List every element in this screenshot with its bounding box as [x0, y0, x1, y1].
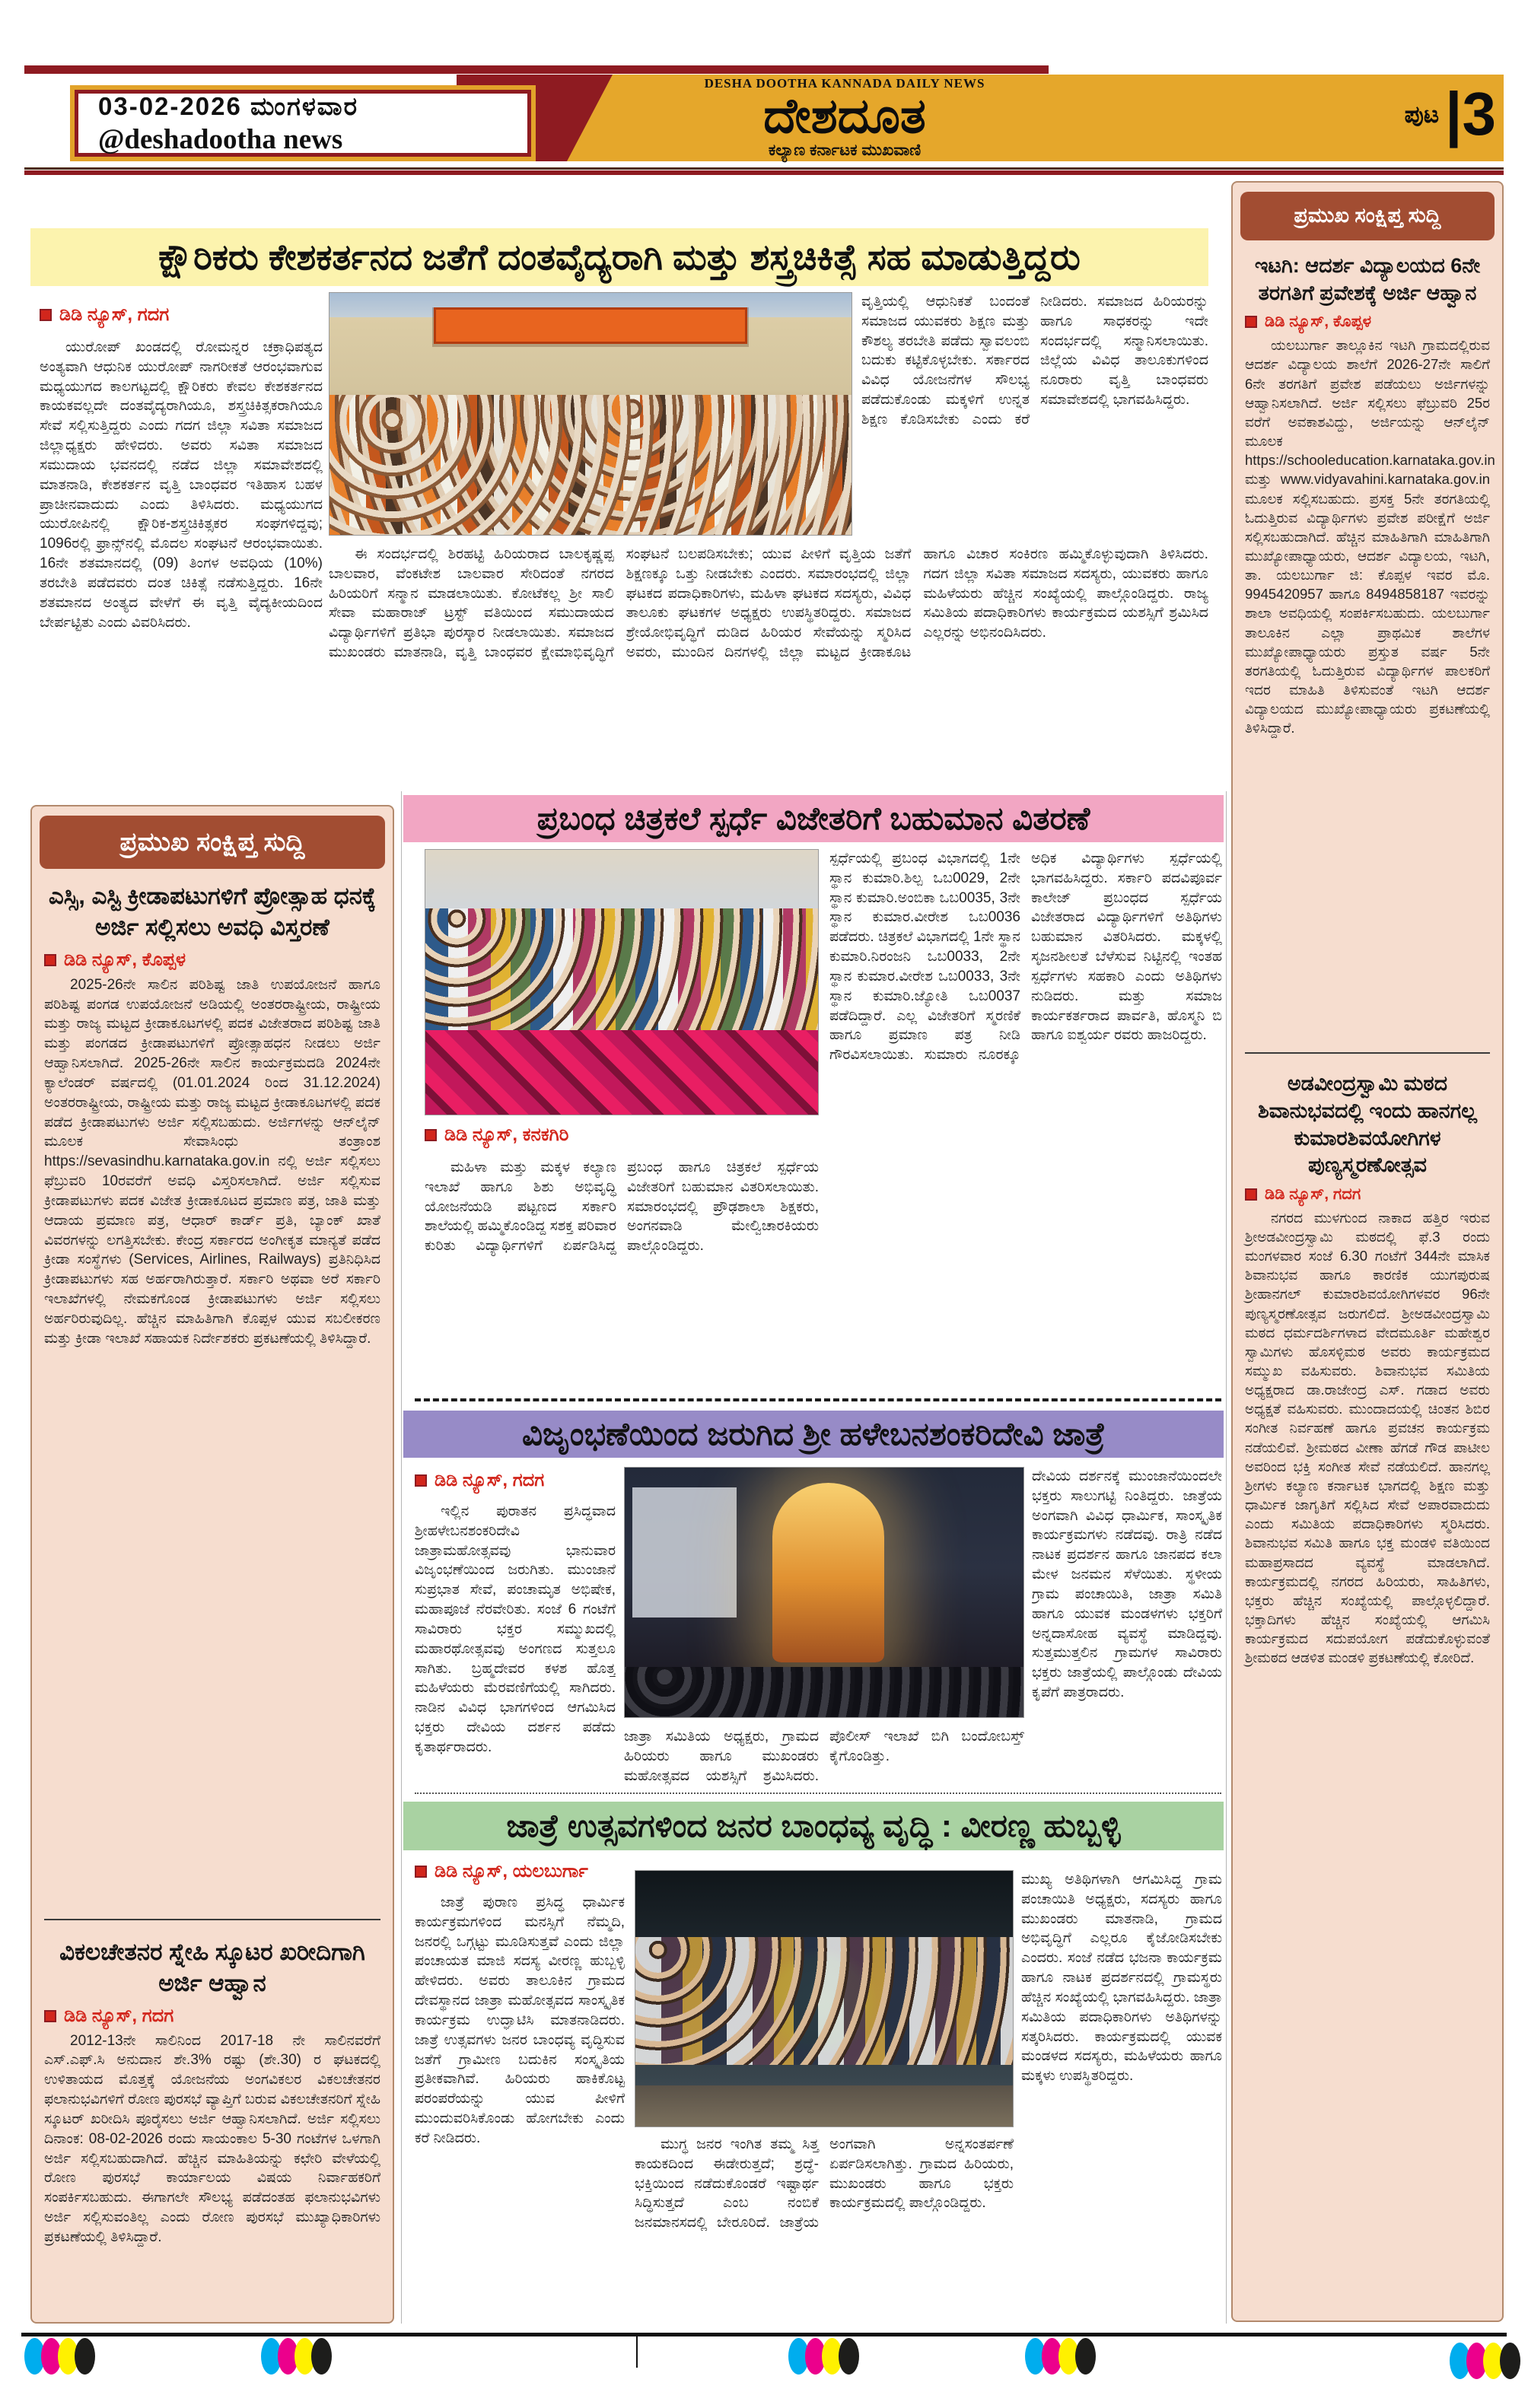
cmyk-dot-black	[1500, 2343, 1520, 2379]
right-story2-headline: ಅಡವೀಂದ್ರಸ್ವಾಮಿ ಮಠದ ಶಿವಾನುಭವದಲ್ಲಿ ಇಂದು ಹಾನಗಲ್ಲ ಕುಮಾರಶಿವಯೋಗಿಗಳ ಪುಣ್ಯಸ್ಮರಣೋತ್ಸವ	[1258, 1072, 1477, 1177]
footer-rule	[21, 2333, 1507, 2336]
left-box-divider	[44, 1919, 380, 1920]
right1-body-text: ಯಲಬುರ್ಗಾ ತಾಲ್ಲೂಕಿನ ಇಟಗಿ ಗ್ರಾಮದಲ್ಲಿರುವ ಆದರ್ಶ ವಿದ್ಯಾಲಯ ಶಾಲೆಗೆ 2026-27ನೇ ಸಾಲಿಗೆ 6ನೇ ತರಗತಿಗೆ ಪ್ರವೇಶ ಪಡೆಯಲು ಅರ್ಜಿಗಳನ್ನು ಆಹ್ವಾನಿಸಲಾಗಿದೆ. ಅರ್ಜಿ ಸಲ್ಲಿಸಲು ಫೆಬ್ರುವರಿ 25ರ ವರೆಗೆ ಅವಕಾಶವಿದ್ದು, ಅರ್ಜಿಯನ್ನು ಆನ್‌ಲೈನ್ ಮೂಲಕ https://schooleducation.karnataka.gov.in ಮತ್ತು www.vidyavahini.karnataka.gov.in ಮೂಲಕ ಸಲ್ಲಿಸಬಹುದು. ಪ್ರಸಕ್ತ 5ನೇ ತರಗತಿಯಲ್ಲಿ ಓದುತ್ತಿರುವ ವಿದ್ಯಾರ್ಥಿಗಳು ಪ್ರವೇಶ ಪರೀಕ್ಷೆಗೆ ಅರ್ಜಿ ಸಲ್ಲಿಸಬಹುದಾಗಿದೆ. ಹೆಚ್ಚಿನ ಮಾಹಿತಿಗಾಗಿ ಮಾಹಿತಿಗಾಗಿ ಮುಖ್ಯೋಪಾಧ್ಯಾಯರು, ಆದರ್ಶ ವಿದ್ಯಾಲಯ, ಇಟಗಿ, ತಾ. ಯಲಬುರ್ಗಾ ಜಿ: ಕೊಪ್ಪಳ ಇವರ ಮೊ. 9945420957 ಹಾಗೂ 8494858187 ಇವರನ್ನು ಶಾಲಾ ಅವಧಿಯಲ್ಲಿ ಸಂಪರ್ಕಿಸಬಹುದು. ಯಲಬುರ್ಗಾ ತಾಲೂಕಿನ ಎಲ್ಲಾ ಪ್ರಾಥಮಿಕ ಶಾಲೆಗಳ ಮುಖ್ಯೋಪಾಧ್ಯಾಯರು ಪ್ರಸ್ತುತ ವರ್ಷ 5ನೇ ತರಗತಿಯಲ್ಲಿ ಓದುತ್ತಿರುವ ವಿದ್ಯಾರ್ಥಿಗಳ ಪಾಲಕರಿಗೆ ಇದರ ಮಾಹಿತಿ ತಿಳಿಸುವಂತೆ ಇಟಗಿ ಆದರ್ಶ ವಿದ್ಯಾಲಯದ ಮುಖ್ಯೋಪಾಧ್ಯಾಯರು ಪ್ರಕಟಣೆಯಲ್ಲಿ ತಿಳಿಸಿದ್ದಾರೆ.	[1245, 337, 1495, 736]
cmyk-dot-black	[75, 2338, 95, 2375]
essay-byline	[425, 1124, 729, 1146]
column-divider	[1226, 791, 1227, 2324]
byline-marker-icon	[425, 1129, 437, 1141]
photo-crowd	[329, 395, 852, 535]
main-article-photo	[329, 292, 852, 536]
photo-crowd	[625, 1667, 1023, 1717]
left-brief-box	[30, 805, 394, 2324]
main-body2-text: ವೃತ್ತಿಯಲ್ಲಿ ಆಧುನಿಕತೆ ಬಂದಂತೆ ಸಮಾಜದ ಯುವಕರು ಶಿಕ್ಷಣ ಮತ್ತು ಕೌಶಲ್ಯ ತರಬೇತಿ ಪಡೆದು ಸ್ವಾವಲಂಬಿ ಬದುಕು ಕಟ್ಟಿಕೊಳ್ಳಬೇಕು. ಸರ್ಕಾರದ ವಿವಿಧ ಯೋಜನೆಗಳ ಸೌಲಭ್ಯ ಪಡೆದುಕೊಂಡು ಮಕ್ಕಳಿಗೆ ಉನ್ನತ ಶಿಕ್ಷಣ ಕೊಡಿಸಬೇಕು ಎಂದು ಕರೆ ನೀಡಿದರು. ಸಮಾಜದ ಹಿರಿಯರನ್ನು ಹಾಗೂ ಸಾಧಕರನ್ನು ಇದೇ ಸಂದರ್ಭದಲ್ಲಿ ಸನ್ಮಾನಿಸಲಾಯಿತು. ಜಿಲ್ಲೆಯ ವಿವಿಧ ತಾಲೂಕುಗಳಿಂದ ನೂರಾರು ವೃತ್ತಿ ಬಾಂಧವರು ಸಮಾವೇಶದಲ್ಲಿ ಭಾಗವಹಿಸಿದ್ದರು.	[861, 294, 1208, 428]
photo-banner	[434, 307, 747, 344]
essay-headline: ಪ್ರಬಂಧ ಚಿತ್ರಕಲೆ ಸ್ಪರ್ಧೆ ವಿಜೇತರಿಗೆ ಬಹುಮಾನ ವಿತರಣೆ	[536, 800, 1090, 836]
byline-text: ಡಿಡಿ ನ್ಯೂಸ್, ಗದಗ	[64, 2005, 174, 2026]
right2-body-text: ನಗರದ ಮುಳಗುಂದ ನಾಕಾದ ಹತ್ತಿರ ಇರುವ ಶ್ರೀಅಡವೀಂದ್ರಸ್ವಾಮಿ ಮಠದಲ್ಲಿ ಫೆ.3 ರಂದು ಮಂಗಳವಾರ ಸಂಜೆ 6.30 ಗಂಟೆಗೆ 344ನೇ ಮಾಸಿಕ ಶಿವಾನುಭವ ಹಾಗೂ ಕಾರಣಿಕ ಯುಗಪುರುಷ ಶ್ರೀಹಾನಗಲ್ ಕುಮಾರಶಿವಯೋಗಿಗಳವರ 96ನೇ ಪುಣ್ಯಸ್ಮರಣೋತ್ಸವ ಜರುಗಲಿದೆ. ಶ್ರೀಅಡವೀಂದ್ರಸ್ವಾಮಿ ಮಠದ ಧರ್ಮದರ್ಶಿಗಳಾದ ವೇದಮೂರ್ತಿ ಮಹೇಶ್ವರ ಸ್ವಾಮಿಗಳು ಹೊಸಳ್ಳಿಮಠ ಅವರು ಕಾರ್ಯಕ್ರಮದ ಸಮ್ಮುಖ ವಹಿಸುವರು. ಶಿವಾನುಭವ ಸಮಿತಿಯ ಅಧ್ಯಕ್ಷರಾದ ಡಾ.ರಾಜೇಂದ್ರ ಎಸ್. ಗಡಾದ ಅವರು ಅಧ್ಯಕ್ಷತೆ ವಹಿಸುವರು. ಮುಂದಾದಯಲ್ಲಿ ಚಿಂತನ ಶಿಬಿರ ಸಂಗೀತ ನಿರ್ವಹಣೆ ಹಾಗೂ ಪ್ರವಚನ ಕಾರ್ಯಕ್ರಮ ನಡೆಯಲಿವೆ. ಶ್ರೀಮಠದ ವೀಣಾ ಹೆಗಡೆ ಗೌಡ ಪಾಟೀಲ ಅವರಿಂದ ಭಕ್ತಿ ಸಂಗೀತ ಸೇವೆ ನಡೆಯಲಿದೆ. ಹಾನಗಲ್ಲ ಶ್ರೀಗಳು ಕಲ್ಯಾಣ ಕರ್ನಾಟಕ ಭಾಗದಲ್ಲಿ ಶಿಕ್ಷಣ ಮತ್ತು ಧಾರ್ಮಿಕ ಜಾಗೃತಿಗೆ ಸಲ್ಲಿಸಿದ ಸೇವೆ ಅಪಾರವಾದುದು ಎಂದು ಸಮಿತಿಯ ಪದಾಧಿಕಾರಿಗಳು ಸ್ಮರಿಸಿದರು. ಶಿವಾನುಭವ ಸಮಿತಿ ಹಾಗೂ ಭಕ್ತ ಮಂಡಳಿ ವತಿಯಿಂದ ಮಹಾಪ್ರಸಾದದ ವ್ಯವಸ್ಥೆ ಮಾಡಲಾಗಿದೆ. ಕಾರ್ಯಕ್ರಮದಲ್ಲಿ ನಗರದ ಹಿರಿಯರು, ಸಾಹಿತಿಗಳು, ಭಕ್ತರು ಹೆಚ್ಚಿನ ಸಂಖ್ಯೆಯಲ್ಲಿ ಪಾಲ್ಗೊಳ್ಳಲಿದ್ದಾರೆ. ಭಕ್ತಾದಿಗಳು ಹೆಚ್ಚಿನ ಸಂಖ್ಯೆಯಲ್ಲಿ ಆಗಮಿಸಿ ಕಾರ್ಯಕ್ರಮದ ಸದುಪಯೋಗ ಪಡೆದುಕೊಳ್ಳುವಂತೆ ಶ್ರೀಮಠದ ಆಡಳಿತ ಮಂಡಳಿ ಪ್ರಕಟಣೆಯಲ್ಲಿ ಕೋರಿದೆ.	[1245, 1209, 1490, 1666]
left2-body-text: 2012-13ನೇ ಸಾಲಿನಿಂದ 2017-18 ನೇ ಸಾಲಿನವರೆಗೆ ಎಸ್.ಎಫ್.ಸಿ ಅನುದಾನ ಶೇ.3% ರಷ್ಟು (ಶೇ.30) ರ ಘಟಕದಲ್ಲಿ ಉಳಿತಾಯದ ಮೊತ್ತಕ್ಕೆ ಯೋಜನೆಯ ಅಂಗವಿಕಲರ ವಿಕಲಚೇತನರ ಫಲಾನುಭವಿಗಳಿಗೆ ರೋಣ ಪುರಸಭೆ ವ್ಯಾಪ್ತಿಗೆ ಬರುವ ವಿಕಲಚೇತನರಿಗೆ ಸ್ನೇಹಿ ಸ್ಕೂಟರ್ ಖರೀದಿಸಿ ಪೂರೈಸಲು ಅರ್ಜಿ ಆಹ್ವಾನಿಸಲಾಗಿದೆ. ಅರ್ಜಿ ಸಲ್ಲಿಸಲು ದಿನಾಂಕ: 08-02-2026 ರಂದು ಸಾಯಂಕಾಲ 5-30 ಗಂಟೆಗಳ ಒಳಗಾಗಿ ಅರ್ಜಿ ಸಲ್ಲಿಸಬಹುದಾಗಿದೆ. ಹೆಚ್ಚಿನ ಮಾಹಿತಿಯನ್ನು ಕಛೇರಿ ವೇಳೆಯಲ್ಲಿ ರೋಣ ಪುರಸಭೆ ಕಾರ್ಯಾಲಯ ವಿಷಯ ನಿರ್ವಾಹಕರಿಗೆ ಸಂಪರ್ಕಿಸಬಹುದು. ಈಗಾಗಲೇ ಸೌಲಭ್ಯ ಪಡೆದಂತಹ ಫಲಾನುಭವಿಗಳು ಅರ್ಜಿ ಸಲ್ಲಿಸುವಂತಿಲ್ಲ ಎಂದು ರೋಣ ಪುರಸಭೆ ಮುಖ್ಯಾಧಿಕಾರಿಗಳು ಪ್ರಕಟಣೆಯಲ್ಲಿ ತಿಳಿಸಿದ್ದಾರೆ.	[44, 2032, 380, 2245]
right-story2-body	[1233, 1205, 1502, 2232]
essay-section-headline-band	[403, 795, 1224, 842]
main-body1-text: ಯುರೋಪ್ ಖಂಡದಲ್ಲಿ ರೋಮನ್ನರ ಚಕ್ರಾಧಿಪತ್ಯದ ಅಂತ್ಯವಾಗಿ ಆಧುನಿಕ ಯುರೋಪ್ ನಾಗರೀಕತೆ ಆರಂಭವಾಗುವ ಮಧ್ಯಯುಗದ ಕಾಲಗಟ್ಟದಲ್ಲಿ ಕ್ಷೌರಿಕರು ಕೇವಲ ಕೇಶಕರ್ತನದ ಕಾಯಕವಲ್ಲದೇ ದಂತವೈದ್ಯರಾಗಿಯೂ, ಶಸ್ತ್ರಚಿಕಿತ್ಸಕರಾಗಿಯೂ ಸೇವೆ ಸಲ್ಲಿಸುತ್ತಿದ್ದರು ಎಂದು ಗದಗ ಜಿಲ್ಲಾ ಸವಿತಾ ಸಮಾಜದ ಜಿಲ್ಲಾಧ್ಯಕ್ಷರು ಹೇಳಿದರು. ಅವರು ಸವಿತಾ ಸಮಾಜದ ಸಮುದಾಯ ಭವನದಲ್ಲಿ ನಡೆದ ಜಿಲ್ಲಾ ಸಮಾವೇಶದಲ್ಲಿ ಮಾತನಾಡಿ, ಕೇಶಕರ್ತನ ವೃತ್ತಿ ಬಾಂಧವರ ಇತಿಹಾಸ ಬಹಳ ಪ್ರಾಚೀನವಾದುದು ಎಂದು ತಿಳಿಸಿದರು. ಮಧ್ಯಯುಗದ ಯುರೋಪಿನಲ್ಲಿ ಕ್ಷೌರಿಕ-ಶಸ್ತ್ರಚಿಕಿತ್ಸಕರ ಸಂಘಗಳಿದ್ದವು; 1096ರಲ್ಲಿ ಫ್ರಾನ್ಸ್‌ನಲ್ಲಿ ಮೊದಲ ಸಂಘಟನೆ ಆರಂಭವಾಯಿತು. 16ನೇ ಶತಮಾನದಲ್ಲಿ (09) ತಿಂಗಳ ಅವಧಿಯ (10%) ತರಬೇತಿ ಪಡೆದವರು ದಂತ ಚಿಕಿತ್ಸೆ ನಡೆಸುತ್ತಿದ್ದರು. 16ನೇ ಶತಮಾನದ ಅಂತ್ಯದ ವೇಳೆಗೆ ಈ ವೃತ್ತಿ ವೈದ್ಯಕೀಯದಿಂದ ಬೇರ್ಪಟ್ಟಿತು ಎಂದು ವಿವರಿಸಿದರು.	[40, 339, 323, 631]
jatre-body2-text: ದೇವಿಯ ದರ್ಶನಕ್ಕೆ ಮುಂಜಾನೆಯಿಂದಲೇ ಭಕ್ತರು ಸಾಲುಗಟ್ಟಿ ನಿಂತಿದ್ದರು. ಜಾತ್ರೆಯ ಅಂಗವಾಗಿ ವಿವಿಧ ಧಾರ್ಮಿಕ, ಸಾಂಸ್ಕೃತಿಕ ಕಾರ್ಯಕ್ರಮಗಳು ನಡೆದವು. ರಾತ್ರಿ ನಡೆದ ನಾಟಕ ಪ್ರದರ್ಶನ ಹಾಗೂ ಜಾನಪದ ಕಲಾ ಮೇಳ ಜನಮನ ಸೆಳೆಯಿತು. ಸ್ಥಳೀಯ ಗ್ರಾಮ ಪಂಚಾಯಿತಿ, ಜಾತ್ರಾ ಸಮಿತಿ ಹಾಗೂ ಯುವಕ ಮಂಡಳಗಳು ಭಕ್ತರಿಗೆ ಅನ್ನದಾಸೋಹ ವ್ಯವಸ್ಥೆ ಮಾಡಿದ್ದವು. ಸುತ್ತಮುತ್ತಲಿನ ಗ್ರಾಮಗಳ ಸಾವಿರಾರು ಭಕ್ತರು ಜಾತ್ರೆಯಲ್ಲಿ ಪಾಲ್ಗೊಂಡು ದೇವಿಯ ಕೃಪೆಗೆ ಪಾತ್ರರಾದರು.	[1032, 1468, 1222, 1701]
right-story1-body	[1233, 332, 1502, 1040]
jatre-headline: ವಿಜೃಂಭಣೆಯಿಂದ ಜರುಗಿದ ಶ್ರೀ ಹಳೇಬನಶಂಕರಿದೇವಿ ಜಾತ್ರೆ	[521, 1415, 1106, 1452]
brief-header-label: ಪ್ರಮುಖ ಸಂಕ್ಷಿಪ್ತ ಸುದ್ದಿ	[119, 827, 305, 857]
footer-column-tick	[636, 2333, 638, 2368]
utsava-section-headline-band	[403, 1802, 1224, 1850]
byline-text: ಡಿಡಿ ನ್ಯೂಸ್, ಗದಗ	[59, 304, 170, 325]
byline-marker-icon	[44, 2010, 56, 2022]
photo-people-row	[425, 908, 818, 1035]
brief-header-label: ಪ್ರಮುಖ ಸಂಕ್ಷಿಪ್ತ ಸುದ್ದಿ	[1294, 204, 1441, 227]
registration-marks	[1450, 2343, 1517, 2379]
utsava-body1-text: ಜಾತ್ರೆ ಪುರಾಣ ಪ್ರಸಿದ್ಧ ಧಾರ್ಮಿಕ ಕಾರ್ಯಕ್ರಮಗಳಿಂದ ಮನಸ್ಸಿಗೆ ನೆಮ್ಮದಿ, ಜನರಲ್ಲಿ ಒಗ್ಗಟ್ಟು ಮೂಡಿಸುತ್ತವೆ ಎಂದು ಜಿಲ್ಲಾ ಪಂಚಾಯತ ಮಾಜಿ ಸದಸ್ಯ ವೀರಣ್ಣ ಹುಬ್ಬಳ್ಳಿ ಹೇಳಿದರು. ಅವರು ತಾಲೂಕಿನ ಗ್ರಾಮದ ದೇವಸ್ಥಾನದ ಜಾತ್ರಾ ಮಹೋತ್ಸವದ ಸಾಂಸ್ಕೃತಿಕ ಕಾರ್ಯಕ್ರಮ ಉದ್ಘಾಟಿಸಿ ಮಾತನಾಡಿದರು. ಜಾತ್ರೆ ಉತ್ಸವಗಳು ಜನರ ಬಾಂಧವ್ಯ ವೃದ್ಧಿಸುವ ಜತೆಗೆ ಗ್ರಾಮೀಣ ಬದುಕಿನ ಸಂಸ್ಕೃತಿಯ ಪ್ರತೀಕವಾಗಿವೆ. ಹಿರಿಯರು ಹಾಕಿಕೊಟ್ಟ ಪರಂಪರೆಯನ್ನು ಯುವ ಪೀಳಿಗೆ ಮುಂದುವರಿಸಿಕೊಂಡು ಹೋಗಬೇಕು ಎಂದು ಕರೆ ನೀಡಿದರು.	[415, 1894, 625, 2146]
cmyk-dot-black	[311, 2338, 332, 2375]
main-article-body-col1	[40, 338, 323, 778]
page-number: |3	[1445, 80, 1496, 148]
main-article-byline	[40, 304, 329, 326]
left1-body-text: 2025-26ನೇ ಸಾಲಿನ ಪರಿಶಿಷ್ಟ ಜಾತಿ ಉಪಯೋಜನೆ ಹಾಗೂ ಪರಿಶಿಷ್ಟ ಪಂಗಡ ಉಪಯೋಜನೆ ಅಡಿಯಲ್ಲಿ ಅಂತರರಾಷ್ಟ್ರೀಯ, ರಾಷ್ಟ್ರೀಯ ಮತ್ತು ರಾಜ್ಯ ಮಟ್ಟದ ಕ್ರೀಡಾಕೂಟಗಳಲ್ಲಿ ಪದಕ ವಿಜೇತರಾದ ಪರಿಶಿಷ್ಟ ಜಾತಿ ಮತ್ತು ಪಂಗಡದ ಕ್ರೀಡಾಪಟುಗಳಿಗೆ ಪ್ರೋತ್ಸಾಹಧನ ನೀಡಲು ಅರ್ಜಿ ಆಹ್ವಾನಿಸಲಾಗಿದೆ. 2025-26ನೇ ಸಾಲಿನ ಕಾರ್ಯಕ್ರಮದಡಿ 2024ನೇ ಕ್ಯಾಲೆಂಡರ್ ವರ್ಷದಲ್ಲಿ (01.01.2024 ರಿಂದ 31.12.2024) ಅಂತರರಾಷ್ಟ್ರೀಯ, ರಾಷ್ಟ್ರೀಯ ಮತ್ತು ರಾಜ್ಯ ಮಟ್ಟದ ಕ್ರೀಡಾಕೂಟಗಳಲ್ಲಿ ಪದಕ ಪಡೆದ ಕ್ರೀಡಾಪಟುಗಳು ಅರ್ಜಿ ಸಲ್ಲಿಸಬಹುದು. ಅರ್ಜಿಗಳನ್ನು ಆನ್‌ಲೈನ್ ಮೂಲಕ ಸೇವಾಸಿಂಧು ತಂತ್ರಾಂಶ https://sevasindhu.karnataka.gov.in ನಲ್ಲಿ ಅರ್ಜಿ ಸಲ್ಲಿಸಲು ಫೆಬ್ರುವರಿ 10ರವರೆಗೆ ಅವಧಿ ವಿಸ್ತರಿಸಲಾಗಿದೆ. ಅರ್ಜಿ ಸಲ್ಲಿಸುವ ಕ್ರೀಡಾಪಟುಗಳು ಪದಕ ವಿಜೇತ ಕ್ರೀಡಾಕೂಟದ ಪ್ರಮಾಣ ಪತ್ರ, ಜಾತಿ ಮತ್ತು ಆದಾಯ ಪ್ರಮಾಣ ಪತ್ರ, ಆಧಾರ್ ಕಾರ್ಡ್ ಪ್ರತಿ, ಬ್ಯಾಂಕ್ ಖಾತೆ ವಿವರಗಳನ್ನು ಲಗತ್ತಿಸಬೇಕು. ಕೇಂದ್ರ ಸರ್ಕಾರದ ಅಂಗೀಕೃತ ಮಾನ್ಯತೆ ಪಡೆದ ಕ್ರೀಡಾ ಸಂಸ್ಥೆಗಳು (Services, Airlines, Railways) ಪ್ರತಿನಿಧಿಸಿದ ಕ್ರೀಡಾಪಟುಗಳು ಸಹ ಅರ್ಹರಾಗಿರುತ್ತಾರೆ. ಸರ್ಕಾರಿ ಅಥವಾ ಅರೆ ಸರ್ಕಾರಿ ಇಲಾಖೆಗಳಲ್ಲಿ ನೇಮಕಗೊಂಡ ಕ್ರೀಡಾಪಟುಗಳು ಅರ್ಜಿ ಸಲ್ಲಿಸಲು ಅರ್ಹರಿರುವುದಿಲ್ಲ. ಹೆಚ್ಚಿನ ಮಾಹಿತಿಗಾಗಿ ಕೊಪ್ಪಳ ಯುವ ಸಬಲೀಕರಣ ಮತ್ತು ಕ್ರೀಡಾ ಇಲಾಖೆ ಸಹಾಯಕ ನಿರ್ದೇಶಕರು ಪ್ರಕಟಣೆಯಲ್ಲಿ ತಿಳಿಸಿದ್ದಾರೆ.	[44, 976, 380, 1347]
registration-marks	[261, 2338, 328, 2375]
main-article-headline-band	[30, 228, 1208, 286]
utsava-headline: ಜಾತ್ರೆ ಉತ್ಸವಗಳಿಂದ ಜನರ ಬಾಂಧವ್ಯ ವೃದ್ಧಿ : ವೀರಣ್ಣ ಹುಬ್ಬಳ್ಳಿ	[506, 1807, 1121, 1843]
masthead-tagline-kn: ಕಲ್ಯಾಣ ಕರ್ನಾಟಕ ಮುಖವಾಣಿ	[768, 142, 922, 159]
byline-marker-icon	[44, 954, 56, 966]
main-article-headline: ಕ್ಷೌರಿಕರು ಕೇಶಕರ್ತನದ ಜತೆಗೆ ದಂತವೈದ್ಯರಾಗಿ ಮತ್ತು ಶಸ್ತ್ರಚಿಕಿತ್ಸೆ ಸಹ ಮಾಡುತ್ತಿದ್ದರು	[158, 236, 1081, 277]
jatre-body1-text: ಇಲ್ಲಿನ ಪುರಾತನ ಪ್ರಸಿದ್ಧವಾದ ಶ್ರೀಹಳೇಬನಶಂಕರಿದೇವಿ ಜಾತ್ರಾಮಹೋತ್ಸವವು ಭಾನುವಾರ ವಿಜೃಂಭಣೆಯಿಂದ ಜರುಗಿತು. ಮುಂಜಾನೆ ಸುಪ್ರಭಾತ ಸೇವೆ, ಪಂಚಾಮೃತ ಅಭಿಷೇಕ, ಮಹಾಪೂಜೆ ನೆರವೇರಿತು. ಸಂಜೆ 6 ಗಂಟೆಗೆ ಸಾವಿರಾರು ಭಕ್ತರ ಸಮ್ಮುಖದಲ್ಲಿ ಮಹಾರಥೋತ್ಸವವು ಅಂಗಣದ ಸುತ್ತಲೂ ಸಾಗಿತು. ಬ್ರಹ್ಮದೇವರ ಕಳಶ ಹೊತ್ತ ಮಹಿಳೆಯರು ಮೆರವಣಿಗೆಯಲ್ಲಿ ಸಾಗಿದರು. ನಾಡಿನ ವಿವಿಧ ಭಾಗಗಳಿಂದ ಆಗಮಿಸಿದ ಭಕ್ತರು ದೇವಿಯ ದರ್ಶನ ಪಡೆದು ಕೃತಾರ್ಥರಾದರು.	[415, 1503, 616, 1755]
main-article-body-right	[861, 292, 1208, 536]
right-brief-header	[1240, 192, 1495, 240]
left-story2-body	[32, 2028, 393, 2279]
byline-marker-icon	[40, 309, 52, 321]
jatre-body-right	[1032, 1467, 1222, 1789]
photo-carpet	[425, 1030, 818, 1115]
masthead-block	[632, 76, 1058, 160]
main-article-body-bottom	[329, 545, 1208, 778]
main-body3-text: ಈ ಸಂದರ್ಭದಲ್ಲಿ ಶಿರಹಟ್ಟಿ ಹಿರಿಯರಾದ ಬಾಲಕೃಷ್ಣಪ್ಪ ಬಾಲವಾರ, ವೆಂಕಟೇಶ ಬಾಲವಾರ ಸೇರಿದಂತೆ ನಗರದ ಹಿರಿಯರಿಗೆ ಸನ್ಮಾನ ಮಾಡಲಾಯಿತು. ಕೋಟೆಕಲ್ಲ ಶ್ರೀ ಸಾಲಿ ಸೇವಾ ಮಹಾರಾಜ್ ಟ್ರಸ್ಟ್ ವತಿಯಿಂದ ಸಮುದಾಯದ ವಿದ್ಯಾರ್ಥಿಗಳಿಗೆ ಪ್ರತಿಭಾ ಪುರಸ್ಕಾರ ನೀಡಲಾಯಿತು. ಸಮಾಜದ ಮುಖಂಡರು ಮಾತನಾಡಿ, ವೃತ್ತಿ ಬಾಂಧವರ ಕ್ಷೇಮಾಭಿವೃದ್ಧಿಗೆ ಸಂಘಟನೆ ಬಲಪಡಿಸಬೇಕು; ಯುವ ಪೀಳಿಗೆ ವೃತ್ತಿಯ ಜತೆಗೆ ಶಿಕ್ಷಣಕ್ಕೂ ಒತ್ತು ನೀಡಬೇಕು ಎಂದರು. ಸಮಾರಂಭದಲ್ಲಿ ಜಿಲ್ಲಾ ಘಟಕದ ಪದಾಧಿಕಾರಿಗಳು, ಮಹಿಳಾ ಘಟಕದ ಸದಸ್ಯರು, ವಿವಿಧ ತಾಲೂಕು ಘಟಕಗಳ ಅಧ್ಯಕ್ಷರು ಉಪಸ್ಥಿತರಿದ್ದರು. ಸಮಾಜದ ಶ್ರೇಯೋಭಿವೃದ್ಧಿಗೆ ದುಡಿದ ಹಿರಿಯರ ಸೇವೆಯನ್ನು ಸ್ಮರಿಸಿದ ಅವರು, ಮುಂದಿನ ದಿನಗಳಲ್ಲಿ ಜಿಲ್ಲಾ ಮಟ್ಟದ ಕ್ರೀಡಾಕೂಟ ಹಾಗೂ ವಿಚಾರ ಸಂಕಿರಣ ಹಮ್ಮಿಕೊಳ್ಳುವುದಾಗಿ ತಿಳಿಸಿದರು. ಗದಗ ಜಿಲ್ಲಾ ಸವಿತಾ ಸಮಾಜದ ಸದಸ್ಯರು, ಯುವಕರು ಹಾಗೂ ಮಹಿಳೆಯರು ಹೆಚ್ಚಿನ ಸಂಖ್ಯೆಯಲ್ಲಿ ಪಾಲ್ಗೊಂಡಿದ್ದರು. ರಾಜ್ಯ ಸಮಿತಿಯ ಪದಾಧಿಕಾರಿಗಳು ಕಾರ್ಯಕ್ರಮದ ಯಶಸ್ಸಿಗೆ ಶ್ರಮಿಸಿದ ಎಲ್ಲರನ್ನು ಅಭಿನಂದಿಸಿದರು.	[329, 546, 1208, 661]
essay-photo	[425, 849, 819, 1115]
utsava-body2-text: ಮುಖ್ಯ ಅತಿಥಿಗಳಾಗಿ ಆಗಮಿಸಿದ್ದ ಗ್ರಾಮ ಪಂಚಾಯಿತಿ ಅಧ್ಯಕ್ಷರು, ಸದಸ್ಯರು ಹಾಗೂ ಮುಖಂಡರು ಮಾತನಾಡಿ, ಗ್ರಾಮದ ಅಭಿವೃದ್ಧಿಗೆ ಎಲ್ಲರೂ ಕೈಜೋಡಿಸಬೇಕು ಎಂದರು. ಸಂಜೆ ನಡೆದ ಭಜನಾ ಕಾರ್ಯಕ್ರಮ ಹಾಗೂ ನಾಟಕ ಪ್ರದರ್ಶನದಲ್ಲಿ ಗ್ರಾಮಸ್ಥರು ಹೆಚ್ಚಿನ ಸಂಖ್ಯೆಯಲ್ಲಿ ಭಾಗವಹಿಸಿದ್ದರು. ಜಾತ್ರಾ ಸಮಿತಿಯ ಪದಾಧಿಕಾರಿಗಳು ಅತಿಥಿಗಳನ್ನು ಸತ್ಕರಿಸಿದರು. ಕಾರ್ಯಕ್ರಮದಲ್ಲಿ ಯುವಕ ಮಂಡಳದ ಸದಸ್ಯರು, ಮಹಿಳೆಯರು ಹಾಗೂ ಮಕ್ಕಳು ಉಪಸ್ಥಿತರಿದ್ದರು.	[1021, 1872, 1222, 2085]
essay-body-right	[829, 849, 1222, 1296]
registration-marks	[24, 2338, 91, 2375]
jatre-body-bottom	[624, 1727, 1024, 1789]
utsava-body-right	[1021, 1870, 1222, 2324]
page-number-block	[1404, 80, 1496, 148]
jatre-body3-text: ಜಾತ್ರಾ ಸಮಿತಿಯ ಅಧ್ಯಕ್ಷರು, ಗ್ರಾಮದ ಹಿರಿಯರು ಹಾಗೂ ಮುಖಂಡರು ಮಹೋತ್ಸವದ ಯಶಸ್ಸಿಗೆ ಶ್ರಮಿಸಿದರು. ಪೊಲೀಸ್ ಇಲಾಖೆ ಬಿಗಿ ಬಂದೋಬಸ್ತ್ ಕೈಗೊಂಡಿತ್ತು.	[624, 1729, 1024, 1784]
left-story1-body	[32, 972, 393, 1907]
essay-body1-text: ಸ್ಪರ್ಧೆಯಲ್ಲಿ ಪ್ರಬಂಧ ವಿಭಾಗದಲ್ಲಿ 1ನೇ ಸ್ಥಾನ ಕುಮಾರಿ.ಶಿಲ್ಪ ಒಬ0029, 2ನೇ ಸ್ಥಾನ ಕುಮಾರಿ.ಅಂಬಿಕಾ ಒಬ0035, 3ನೇ ಸ್ಥಾನ ಕುಮಾರ.ವೀರೇಶ ಒಬ0036 ಪಡೆದರು. ಚಿತ್ರಕಲೆ ವಿಭಾಗದಲ್ಲಿ 1ನೇ ಸ್ಥಾನ ಕುಮಾರಿ.ನಿರಂಜನಿ ಒಬ0033, 2ನೇ ಸ್ಥಾನ ಕುಮಾರ.ವೀರೇಶ ಒಬ0033, 3ನೇ ಸ್ಥಾನ ಕುಮಾರಿ.ಜ್ಯೋತಿ ಒಬ0037 ಪಡೆದಿದ್ದಾರೆ. ಎಲ್ಲ ವಿಜೇತರಿಗೆ ಸ್ಮರಣಿಕೆ ಹಾಗೂ ಪ್ರಮಾಣ ಪತ್ರ ನೀಡಿ ಗೌರವಿಸಲಾಯಿತು. ಸುಮಾರು ನೂರಕ್ಕೂ ಅಧಿಕ ವಿದ್ಯಾರ್ಥಿಗಳು ಸ್ಪರ್ಧೆಯಲ್ಲಿ ಭಾಗವಹಿಸಿದ್ದರು. ಸರ್ಕಾರಿ ಪದವಿಪೂರ್ವ ಕಾಲೇಜ್ ಪ್ರಬಂಧದ ಸ್ಪರ್ಧೆಯ ವಿಜೇತರಾದ ವಿದ್ಯಾರ್ಥಿಗಳಿಗೆ ಅತಿಥಿಗಳು ಬಹುಮಾನ ವಿತರಿಸಿದರು. ಮಕ್ಕಳಲ್ಲಿ ಸೃಜನಶೀಲತೆ ಬೆಳೆಸುವ ನಿಟ್ಟಿನಲ್ಲಿ ಇಂತಹ ಸ್ಪರ್ಧೆಗಳು ಸಹಕಾರಿ ಎಂದು ಅತಿಥಿಗಳು ನುಡಿದರು. ಮತ್ತು ಸಮಾಜ ಕಾರ್ಯಕರ್ತರಾದ ಪಾರ್ವತಿ, ಹೊಸ್ಮನಿ ಬಿ ಹಾಗೂ ಐಶ್ವರ್ಯ ರವರು ಹಾಜರಿದ್ದರು.	[829, 851, 1222, 1064]
utsava-body-left	[415, 1893, 625, 2324]
byline-text: ಡಿಡಿ ನ್ಯೂಸ್, ಕನಕಗಿರಿ	[444, 1124, 569, 1145]
page-label: ಪುಟ	[1404, 101, 1440, 128]
byline-marker-icon	[1245, 1188, 1257, 1201]
essay-body-bottom	[425, 1158, 819, 1296]
byline-marker-icon	[415, 1866, 427, 1878]
issue-date: 03-02-2026 ಮಂಗಳವಾರ	[98, 92, 359, 120]
cmyk-dot-black	[839, 2338, 859, 2375]
jatre-body-left	[415, 1502, 616, 1789]
cmyk-dot-black	[1075, 2338, 1096, 2375]
byline-text: ಡಿಡಿ ನ್ಯೂಸ್, ಕೊಪ್ಪಳ	[64, 949, 186, 970]
header-top-stripe	[24, 65, 1049, 74]
registration-marks	[788, 2338, 855, 2375]
photo-foreground	[635, 2085, 1013, 2126]
utsava-body3-text: ಮುಗ್ಧ ಜನರ ಇಂಗಿತ ತಮ್ಮ ಸಿತ್ತ ಕಾಯಕದಿಂದ ಈಡೇರುತ್ತದೆ; ಶ್ರದ್ಧೆ-ಭಕ್ತಿಯಿಂದ ನಡೆದುಕೊಂಡರೆ ಇಷ್ಟಾರ್ಥ ಸಿದ್ಧಿಸುತ್ತದೆ ಎಂಬ ನಂಬಿಕೆ ಜನಮಾನಸದಲ್ಲಿ ಬೇರೂರಿದೆ. ಜಾತ್ರೆಯ ಅಂಗವಾಗಿ ಅನ್ನಸಂತರ್ಪಣೆ ಏರ್ಪಡಿಸಲಾಗಿತ್ತು. ಗ್ರಾಮದ ಹಿರಿಯರು, ಮುಖಂಡರು ಹಾಗೂ ಭಕ್ತರು ಕಾರ್ಯಕ್ರಮದಲ್ಲಿ ಪಾಲ್ಗೊಂಡಿದ್ದರು.	[635, 2136, 1014, 2231]
left-story2-headline: ವಿಕಲಚೇತನರ ಸ್ನೇಹಿ ಸ್ಕೂಟರ ಖರೀದಿಗಾಗಿ ಅರ್ಜಿ ಆಹ್ವಾನ	[59, 1938, 365, 1996]
left-story1-byline	[32, 948, 393, 972]
registration-marks	[1025, 2338, 1092, 2375]
right-brief-box	[1231, 181, 1504, 2322]
left-story1-headline: ಎಸ್ಸಿ, ಎಸ್ಟಿ ಕ್ರೀಡಾಪಟುಗಳಿಗೆ ಪ್ರೋತ್ಸಾಹ ಧನಕ್ಕೆ ಅರ್ಜಿ ಸಲ್ಲಿಸಲು ಅವಧಿ ವಿಸ್ತರಣೆ	[48, 883, 377, 940]
dotted-divider	[415, 1792, 1221, 1794]
byline-text: ಡಿಡಿ ನ್ಯೂಸ್, ಕೊಪ್ಪಳ	[1265, 313, 1372, 331]
right-box-divider	[1245, 1052, 1490, 1054]
jatre-photo	[624, 1467, 1024, 1718]
masthead-title: ದೇಶದೂತ	[763, 88, 926, 143]
social-handle: @deshadootha news	[98, 124, 343, 155]
utsava-body-bottom	[635, 2135, 1014, 2324]
masthead-tagline-en: DESHA DOOTHA KANNADA DAILY NEWS	[704, 76, 985, 91]
left-brief-header	[40, 816, 385, 869]
byline-marker-icon	[415, 1474, 427, 1487]
right-story2-byline	[1233, 1184, 1502, 1205]
byline-text: ಡಿಡಿ ನ್ಯೂಸ್, ಯಲಬುರ್ಗಾ	[435, 1861, 588, 1882]
left-story2-byline	[32, 2004, 393, 2028]
byline-text: ಡಿಡಿ ನ್ಯೂಸ್, ಗದಗ	[1265, 1185, 1361, 1203]
column-divider	[401, 791, 402, 2324]
photo-building	[632, 1487, 736, 1618]
essay-body2-text: ಮಹಿಳಾ ಮತ್ತು ಮಕ್ಕಳ ಕಲ್ಯಾಣ ಇಲಾಖೆ ಹಾಗೂ ಶಿಶು ಅಭಿವೃದ್ಧಿ ಯೋಜನೆಯಡಿ ಪಟ್ಟಣದ ಸರ್ಕಾರಿ ಶಾಲೆಯಲ್ಲಿ ಹಮ್ಮಿಕೊಂಡಿದ್ದ ಸಶಕ್ತ ಪರಿವಾರ ಕುರಿತು ವಿದ್ಯಾರ್ಥಿಗಳಿಗೆ ಏರ್ಪಡಿಸಿದ್ದ ಪ್ರಬಂಧ ಹಾಗೂ ಚಿತ್ರಕಲೆ ಸ್ಪರ್ಧೆಯ ವಿಜೇತರಿಗೆ ಬಹುಮಾನ ವಿತರಿಸಲಾಯಿತು. ಸಮಾರಂಭದಲ್ಲಿ ಪ್ರೌಢಶಾಲಾ ಶಿಕ್ಷಕರು, ಅಂಗನವಾಡಿ ಮೇಲ್ವಿಚಾರಕಿಯರು ಪಾಲ್ಗೊಂಡಿದ್ದರು.	[425, 1159, 819, 1255]
byline-text: ಡಿಡಿ ನ್ಯೂಸ್, ಗದಗ	[435, 1470, 545, 1490]
photo-chariot	[772, 1483, 884, 1662]
dashed-divider	[415, 1398, 1221, 1401]
byline-marker-icon	[1245, 316, 1257, 328]
right-story1-headline: ಇಟಗಿ: ಆದರ್ಶ ವಿದ್ಯಾಲಯದ 6ನೇ ತರಗತಿಗೆ ಪ್ರವೇಶಕ್ಕೆ ಅರ್ಜಿ ಆಹ್ವಾನ	[1254, 254, 1481, 304]
header-rule	[24, 167, 1504, 175]
right-story1-byline	[1233, 311, 1502, 332]
date-box	[70, 85, 536, 161]
photo-people-row	[635, 1937, 1013, 2065]
jatre-section-headline-band	[403, 1411, 1224, 1458]
utsava-photo	[635, 1870, 1014, 2127]
date-box-inner	[75, 90, 531, 157]
